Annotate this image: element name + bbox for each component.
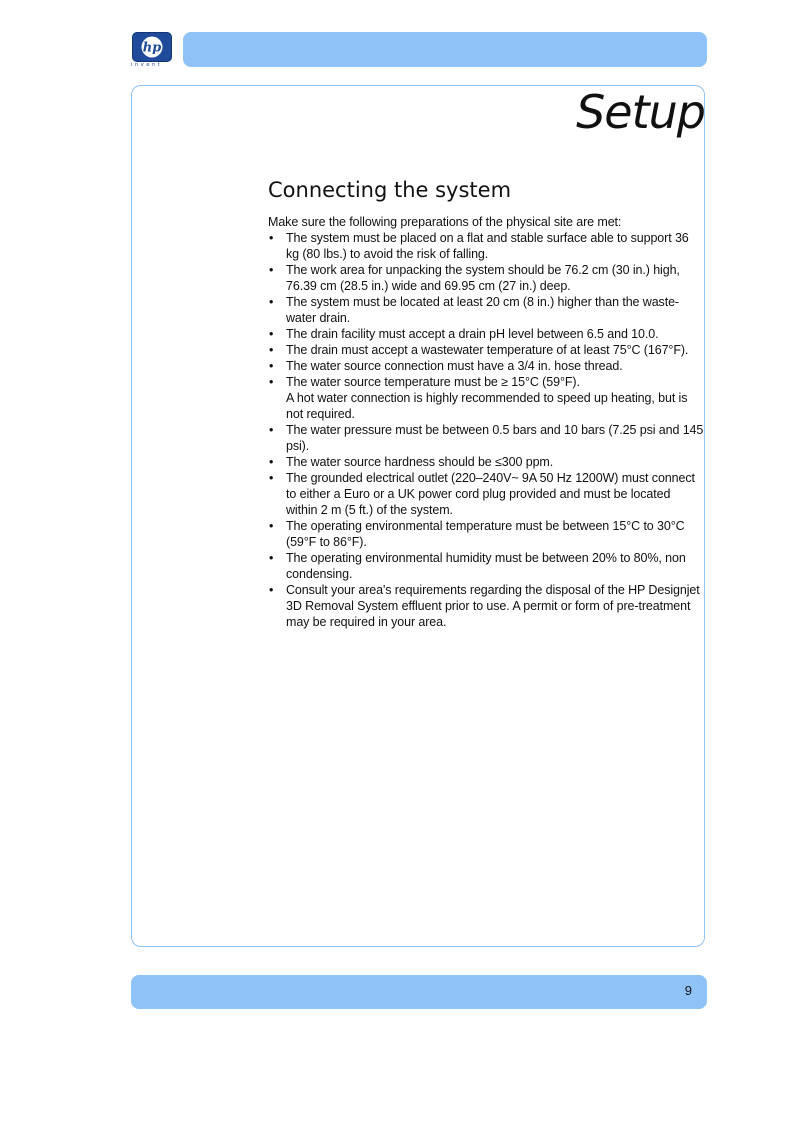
list-item-text: Consult your area's requirements regarding the disposal of the HP Designjet 3D Removal System effluent prior to use. A permit or form of pre-treatment may be required in your area. xyxy=(286,583,700,629)
list-item xyxy=(268,230,704,262)
hp-logo-badge xyxy=(132,32,172,62)
list-item xyxy=(268,582,704,630)
hp-tagline: invent xyxy=(131,62,163,68)
list-item-text: The water source connection must have a 3/4 in. hose thread. xyxy=(286,359,623,373)
list-item-text: The work area for unpacking the system should be 76.2 cm (30 in.) high, 76.39 cm (28.5 in.) wide and 69.95 cm (27 in.) deep. xyxy=(286,263,680,293)
list-item-text: The drain must accept a wastewater temperature of at least 75°C (167°F). xyxy=(286,343,689,357)
bullet-icon: • xyxy=(269,551,274,565)
hp-logo-text: hp xyxy=(142,40,162,56)
list-item xyxy=(268,422,704,454)
list-item-text: The operating environmental temperature must be between 15°C to 30°C (59°F to 86°F). xyxy=(286,519,685,549)
list-item-text: The water source temperature must be ≥ 15°C (59°F). xyxy=(286,375,580,389)
list-item-text: The grounded electrical outlet (220–240V~ 9A 50 Hz 1200W) must connect to either a Euro or a UK power cord plug provided and must be located within 2 m (5 ft.) of the system. xyxy=(286,471,695,517)
header-bar xyxy=(183,32,707,67)
bullet-icon: • xyxy=(269,519,274,533)
article-heading: Connecting the system xyxy=(268,178,512,202)
list-item xyxy=(268,262,704,294)
requirements-list xyxy=(268,230,704,630)
list-item xyxy=(268,342,704,358)
bullet-icon: • xyxy=(269,231,274,245)
water-temperature-note: A hot water connection is highly recommended to speed up heating, but is not required. xyxy=(286,391,688,421)
list-item-text: The system must be located at least 20 cm (8 in.) higher than the waste-water drain. xyxy=(286,295,679,325)
footer-bar xyxy=(131,975,707,1009)
bullet-icon: • xyxy=(269,423,274,437)
section-title: Setup xyxy=(576,85,705,139)
list-item-text: The water source hardness should be ≤300 ppm. xyxy=(286,455,554,469)
list-item-text: The system must be placed on a flat and stable surface able to support 36 kg (80 lbs.) to avoid the risk of falling. xyxy=(286,231,689,261)
article xyxy=(268,176,704,630)
list-item xyxy=(268,518,704,550)
list-item xyxy=(268,326,704,342)
bullet-icon: • xyxy=(269,295,274,309)
bullet-icon: • xyxy=(269,263,274,277)
bullet-icon: • xyxy=(269,359,274,373)
article-intro: Make sure the following preparations of the physical site are met: xyxy=(268,215,622,229)
list-item xyxy=(268,454,704,470)
bullet-icon: • xyxy=(269,375,274,389)
list-item xyxy=(268,374,704,422)
bullet-icon: • xyxy=(269,471,274,485)
list-item xyxy=(268,294,704,326)
list-item xyxy=(268,550,704,582)
list-item xyxy=(268,470,704,518)
bullet-icon: • xyxy=(269,583,274,597)
bullet-icon: • xyxy=(269,343,274,357)
bullet-icon: • xyxy=(269,455,274,469)
page-number: 9 xyxy=(684,983,692,998)
list-item-text: The water pressure must be between 0.5 bars and 10 bars (7.25 psi and 145 psi). xyxy=(286,423,704,453)
list-item xyxy=(268,358,704,374)
bullet-icon: • xyxy=(269,327,274,341)
list-item-text: The operating environmental humidity must be between 20% to 80%, non condensing. xyxy=(286,551,686,581)
hp-logo-icon xyxy=(133,33,171,61)
list-item-text: The drain facility must accept a drain pH level between 6.5 and 10.0. xyxy=(286,327,659,341)
hp-logo xyxy=(131,32,173,70)
